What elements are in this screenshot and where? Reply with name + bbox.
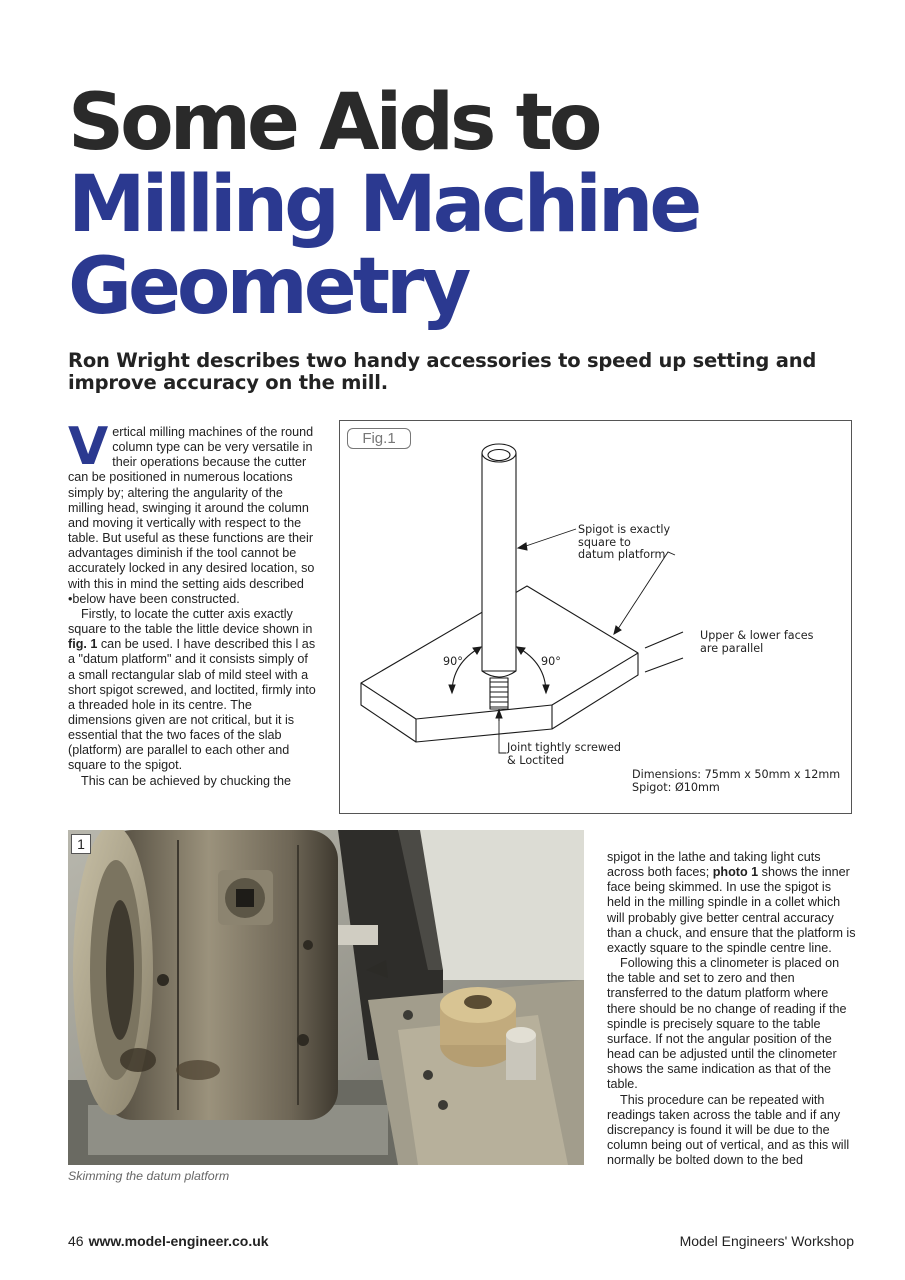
article-title xyxy=(68,78,699,332)
paragraph xyxy=(607,850,857,956)
magazine-name: Model Engineers' Workshop xyxy=(679,1233,854,1249)
photo-1 xyxy=(68,830,584,1165)
footer-left xyxy=(68,1233,269,1249)
paragraph-text: This can be achieved by chucking the xyxy=(81,773,292,788)
body-column-right xyxy=(607,850,857,1168)
paragraph-text: can be used. I have described this l as a "datum platform" and it consists simply of a small rectangular slab of mild steel with a short spigot screwed, and loctited, firmly into a threaded hole in its centre. The dimensions given are not critical, but it is essential that the two faces of the slab (platform) are parallel to each other and square to the spigot. xyxy=(68,637,316,773)
lathe-photo-illustration xyxy=(68,830,584,1165)
paragraph-text: Following this a clinometer is placed on the table and set to zero and then transferred to the datum platform where there should be no change of reading if the spindle is precisely square to the table surface. If not the angular position of the head can be adjusted until the clinometer shows the same indication as that of the table. xyxy=(607,956,847,1092)
label-joint-screwed: Joint tightly screwed & Loctited xyxy=(507,741,621,767)
label-angle-left: 90° xyxy=(443,655,463,668)
page-number: 46 xyxy=(68,1233,84,1249)
paragraph-text: shows the inner face being skimmed. In use the spigot is held in the milling spindle in a collet which will probably give better central accuracy than a chuck, and ensure that the platform is exactly square to the spindle centre line. xyxy=(607,865,856,955)
title-line-1: Some Aids to xyxy=(68,78,599,168)
paragraph-text: ertical milling machines of the round column type can be very versatile in their operations because the cutter can be positioned in numerous locations simply by; altering the angularity of the milling head, swinging it around the column and moving it vertically with respect to the table. But useful as these functions are their advantages diminish if the tool cannot be accurately locked in any desired location, so with this in mind the setting aids described •below have been constructed. xyxy=(68,425,315,606)
title-line-2: Milling Machine xyxy=(68,160,699,250)
label-spigot-size: Spigot: Ø10mm xyxy=(632,781,720,794)
label-dimensions: Dimensions: 75mm x 50mm x 12mm xyxy=(632,768,841,781)
label-parallel-faces: Upper & lower faces are parallel xyxy=(700,629,814,655)
label-spigot-square: Spigot is exactly square to datum platform xyxy=(578,523,671,561)
website-link[interactable]: www.model-engineer.co.uk xyxy=(88,1233,269,1249)
paragraph xyxy=(68,417,316,607)
standfirst: Ron Wright describes two handy accessories to speed up setting and improve accuracy on the mill. xyxy=(68,349,817,394)
figure-1 xyxy=(339,420,852,814)
paragraph xyxy=(68,607,316,774)
paragraph xyxy=(607,956,857,1092)
paragraph xyxy=(607,1093,857,1169)
paragraph-text: This procedure can be repeated with readings taken across the table and if any discrepancy is found it will be due to the column being out of vertical, and as this will normally be bolted down to the bed xyxy=(607,1092,850,1168)
paragraph-text: spigot in the lathe and taking light cuts across both faces; xyxy=(607,850,821,880)
photo-reference: photo 1 xyxy=(712,865,759,880)
photo-number-badge: 1 xyxy=(71,834,91,854)
title-line-3: Geometry xyxy=(68,242,468,332)
figure-reference: fig. 1 xyxy=(68,637,98,652)
body-column-left xyxy=(68,417,316,789)
drop-cap: V xyxy=(68,417,109,477)
paragraph xyxy=(68,774,316,789)
paragraph-text: Firstly, to locate the cutter axis exactly square to the table the little device shown in xyxy=(68,606,313,637)
label-angle-right: 90° xyxy=(541,655,561,668)
figure-tag: Fig.1 xyxy=(347,428,411,449)
photo-caption: Skimming the datum platform xyxy=(68,1169,230,1183)
